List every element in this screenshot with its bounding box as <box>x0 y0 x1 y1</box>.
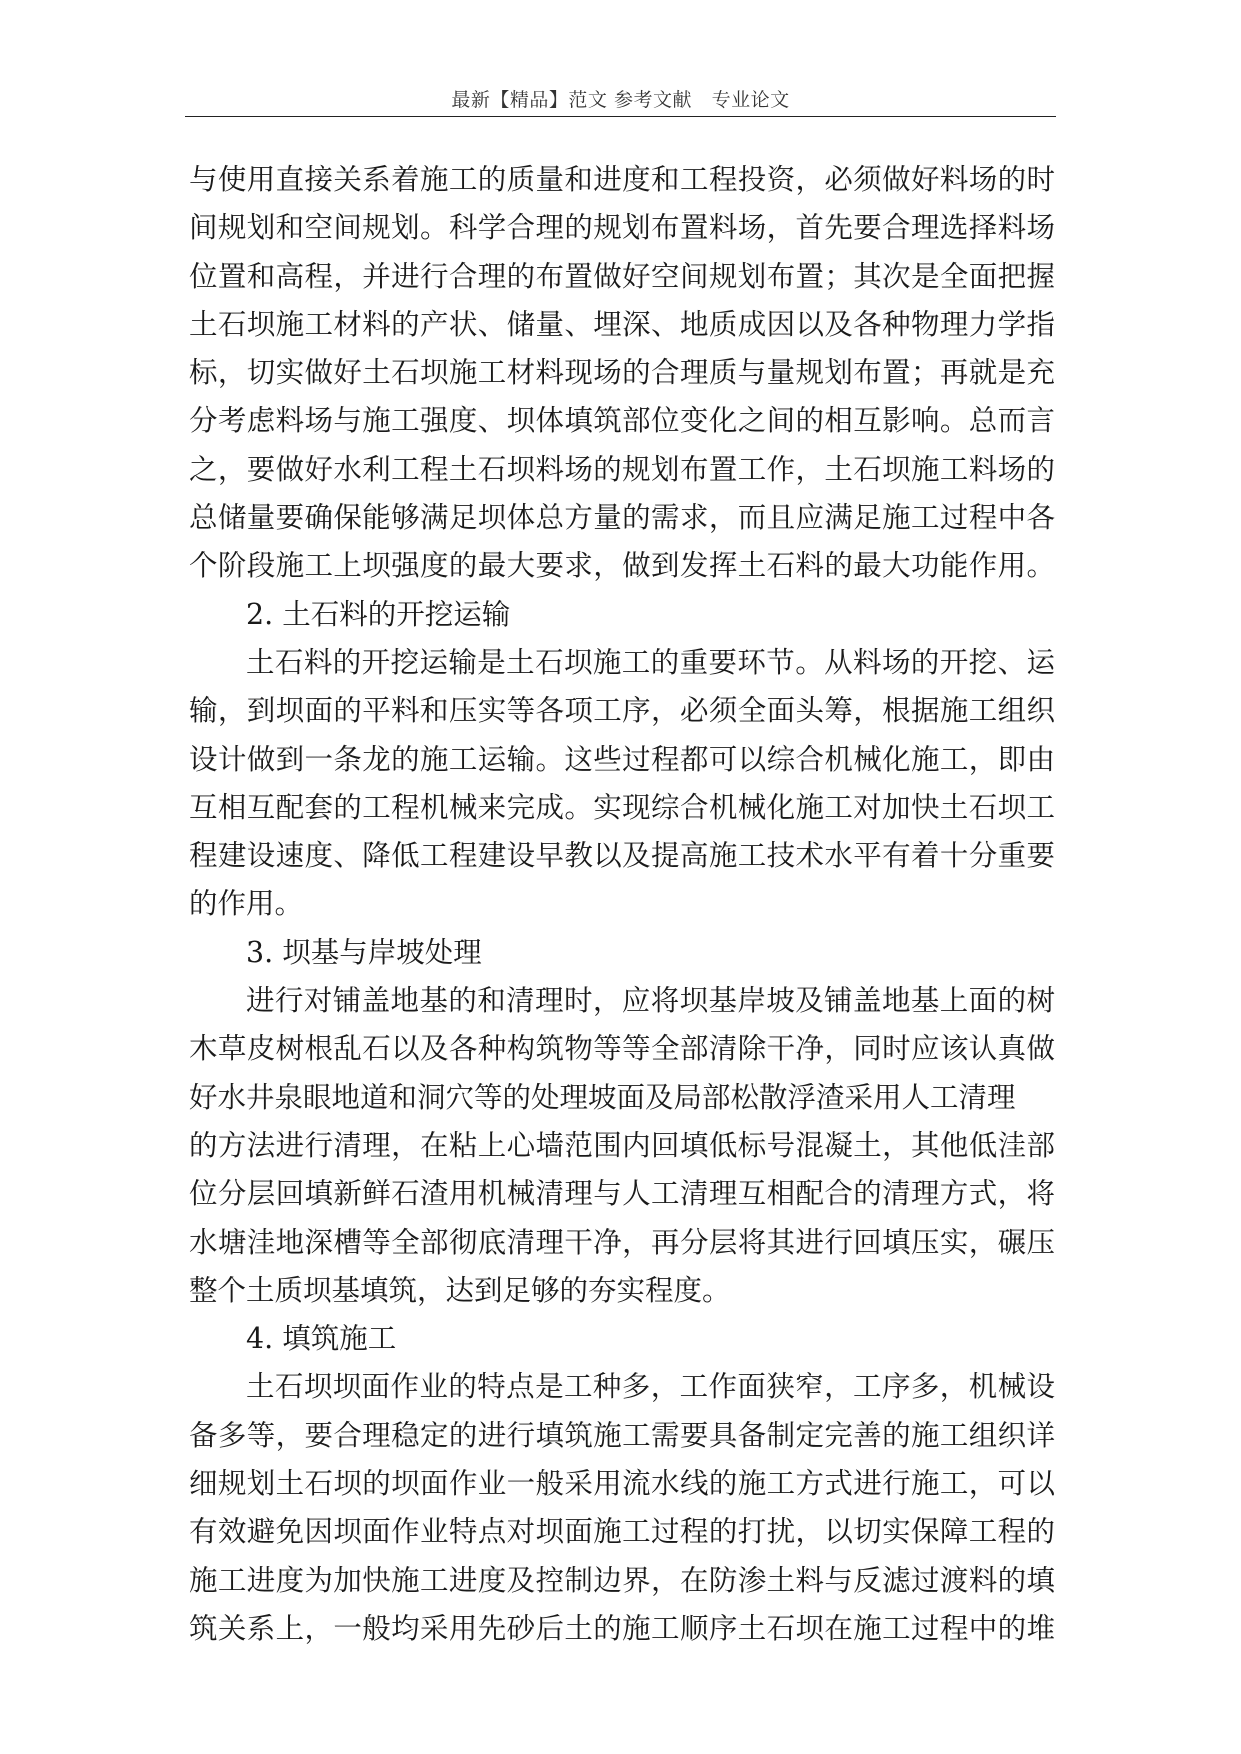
header-divider <box>185 116 1056 117</box>
section-heading: 2. 土石料的开挖运输 <box>246 597 511 631</box>
paragraph-line: 的作用。 <box>189 887 304 921</box>
paragraph-line: 标，切实做好土石坝施工材料现场的合理质与量规划布置；再就是充 <box>189 356 1055 390</box>
paragraph-line: 筑关系上，一般均采用先砂后土的施工顺序土石坝在施工过程中的堆 <box>189 1611 1055 1645</box>
paragraph-line: 土石坝坝面作业的特点是工种多，工作面狭窄，工序多，机械设 <box>246 1370 1055 1404</box>
paragraph-line: 程建设速度、降低工程建设早教以及提高施工技术水平有着十分重要 <box>189 839 1055 873</box>
paragraph-line: 间规划和空间规划。科学合理的规划布置料场，首先要合理选择料场 <box>189 211 1055 245</box>
paragraph-line: 分考虑料场与施工强度、坝体填筑部位变化之间的相互影响。总而言 <box>189 404 1055 438</box>
section-heading: 4. 填筑施工 <box>246 1322 397 1356</box>
paragraph-line: 之，要做好水利工程土石坝料场的规划布置工作，土石坝施工料场的 <box>189 452 1055 486</box>
paragraph-line: 土石坝施工材料的产状、储量、埋深、地质成因以及各种物理力学指 <box>189 307 1055 341</box>
paragraph-line: 个阶段施工上坝强度的最大要求，做到发挥土石料的最大功能作用。 <box>189 549 1055 583</box>
paragraph-line: 总储量要确保能够满足坝体总方量的需求，而且应满足施工过程中各 <box>189 501 1055 535</box>
paragraph-line: 木草皮树根乱石以及各种构筑物等等全部清除干净，同时应该认真做 <box>189 1032 1055 1066</box>
paragraph-line: 水塘洼地深槽等全部彻底清理干净，再分层将其进行回填压实，碾压 <box>189 1225 1055 1259</box>
paragraph-line: 设计做到一条龙的施工运输。这些过程都可以综合机械化施工，即由 <box>189 742 1055 776</box>
paragraph-line: 好水井泉眼地道和洞穴等的处理坡面及局部松散浮渣采用人工清理 <box>189 1080 1016 1114</box>
paragraph-line: 互相互配套的工程机械来完成。实现综合机械化施工对加快土石坝工 <box>189 790 1055 824</box>
paragraph-line: 土石料的开挖运输是土石坝施工的重要环节。从料场的开挖、运 <box>246 645 1055 679</box>
body-text <box>189 156 1055 1653</box>
paragraph-line: 有效避免因坝面作业特点对坝面施工过程的打扰，以切实保障工程的 <box>189 1515 1055 1549</box>
section-heading: 3. 坝基与岸坡处理 <box>246 935 482 969</box>
paragraph-line: 位置和高程，并进行合理的布置做好空间规划布置；其次是全面把握 <box>189 259 1055 293</box>
paragraph-line: 备多等，要合理稳定的进行填筑施工需要具备制定完善的施工组织详 <box>189 1418 1055 1452</box>
paragraph-line: 位分层回填新鲜石渣用机械清理与人工清理互相配合的清理方式，将 <box>189 1177 1055 1211</box>
paragraph-line: 进行对铺盖地基的和清理时，应将坝基岸坡及铺盖地基上面的树 <box>246 984 1055 1018</box>
page-header: 最新【精品】范文 参考文献 专业论文 <box>451 89 790 111</box>
paragraph-line: 整个土质坝基填筑，达到足够的夯实程度。 <box>189 1273 731 1307</box>
paragraph-line: 细规划土石坝的坝面作业一般采用流水线的施工方式进行施工，可以 <box>189 1467 1055 1501</box>
paragraph-line: 输，到坝面的平料和压实等各项工序，必须全面头筹，根据施工组织 <box>189 694 1055 728</box>
paragraph-line: 施工进度为加快施工进度及控制边界，在防渗土料与反滤过渡料的填 <box>189 1563 1055 1597</box>
paragraph-line: 的方法进行清理，在粘上心墙范围内回填低标号混凝土，其他低洼部 <box>189 1128 1055 1162</box>
paragraph-line: 与使用直接关系着施工的质量和进度和工程投资，必须做好料场的时 <box>189 163 1055 196</box>
